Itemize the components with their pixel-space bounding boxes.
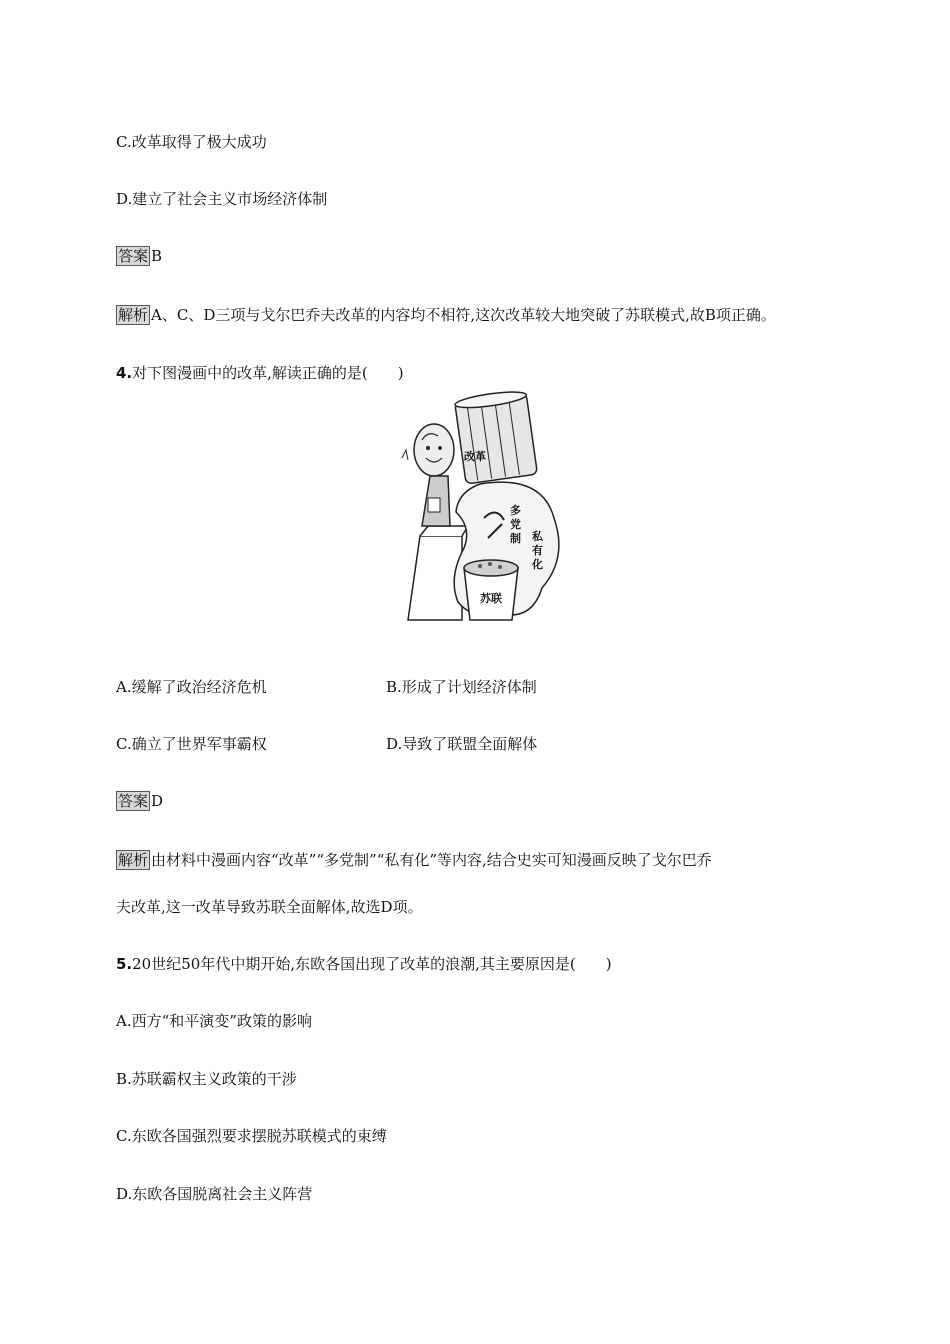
q3-analysis-line [116,305,776,325]
q3-option-d: D.建立了社会主义市场经济体制 [116,190,328,208]
q3-analysis: A、C、D三项与戈尔巴乔夫改革的内容均不相符,这次改革较大地突破了苏联模式,故B项正确。 [151,306,776,324]
q4-option-c: C.确立了世界军事霸权 [116,735,267,753]
q3-answer-line [116,246,162,266]
q5-stem-line [116,954,612,974]
q4-stem: 对下图漫画中的改革,解读正确的是( ) [132,364,404,382]
q3-option-c: C.改革取得了极大成功 [116,133,267,151]
analysis-tag: 解析 [118,306,149,324]
analysis-tag: 解析 [118,851,149,869]
q4-analysis-2: 夫改革,这一改革导致苏联全面解体,故选D项。 [116,898,423,916]
cartoon-label-hua: 化 [532,558,543,571]
q4-analysis-line [116,850,712,870]
q3-answer: B [151,247,163,265]
q5-number: 5. [116,955,133,973]
q5-option-b: B.苏联霸权主义政策的干涉 [116,1070,297,1088]
q4-option-b: B.形成了计划经济体制 [386,678,537,696]
q4-number: 4. [116,364,133,382]
reform-cartoon [392,388,572,628]
cartoon-label-duo: 多 [510,504,521,517]
cartoon-label-si: 私 [532,530,543,543]
q4-option-d: D.导致了联盟全面解体 [386,735,538,753]
q5-option-a: A.西方“和平演变”政策的影响 [116,1012,312,1030]
q4-option-a: A.缓解了政治经济危机 [116,678,267,696]
cartoon-label-you: 有 [532,544,543,557]
cartoon-label-ussr: 苏联 [480,592,502,605]
answer-tag: 答案 [118,792,149,810]
q5-stem: 20世纪50年代中期开始,东欧各国出现了改革的浪潮,其主要原因是( ) [132,955,612,973]
q4-answer: D [151,792,164,810]
cartoon-label-dang: 党 [510,518,521,531]
q4-answer-line [116,791,163,811]
cartoon-label-reform: 改革 [464,450,486,463]
q5-option-c: C.东欧各国强烈要求摆脱苏联模式的束缚 [116,1127,387,1145]
answer-tag: 答案 [118,247,149,265]
q4-stem-line [116,363,404,383]
cartoon-label-zhi: 制 [510,532,521,545]
q5-option-d: D.东欧各国脱离社会主义阵营 [116,1185,313,1203]
q4-analysis-1: 由材料中漫画内容“改革”“多党制”“私有化”等内容,结合史实可知漫画反映了戈尔巴乔 [151,851,712,869]
